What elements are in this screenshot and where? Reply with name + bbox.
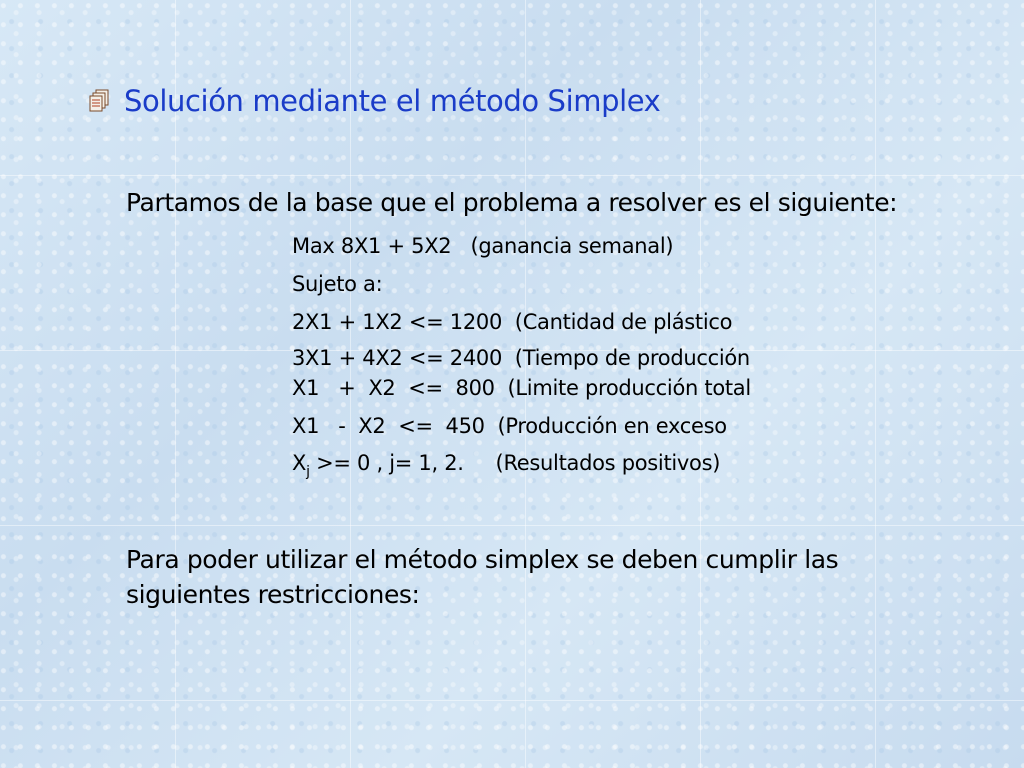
constraint-non-negativity — [292, 451, 720, 480]
slide-title-row — [88, 84, 660, 118]
constraint-total-production: X1 + X2 <= 800 (Limite producción total — [292, 376, 751, 400]
intro-text: Partamos de la base que el problema a resolver es el siguiente: — [126, 188, 898, 217]
objective-function: Max 8X1 + 5X2 (ganancia semanal) — [292, 234, 674, 258]
slide-title: Solución mediante el método Simplex — [124, 84, 661, 118]
constraint-plastic: 2X1 + 1X2 <= 1200 (Cantidad de plástico — [292, 310, 733, 334]
constraint-excess-production: X1 - X2 <= 450 (Producción en exceso — [292, 414, 727, 438]
background-tile-line — [0, 700, 1024, 701]
background-tile-line — [875, 0, 876, 768]
non-negativity-text: >= 0 , j= 1, 2. (Resultados positivos) — [309, 451, 721, 475]
constraint-production-time: 3X1 + 4X2 <= 2400 (Tiempo de producción — [292, 346, 750, 370]
variable-x: X — [292, 451, 307, 475]
restrictions-paragraph: Para poder utilizar el método simplex se deben cumplir las siguientes restricciones: — [126, 545, 839, 609]
variable-subscript: j — [306, 464, 310, 480]
stacked-pages-bullet-icon — [88, 89, 110, 113]
background-tile-line — [0, 525, 1024, 526]
subject-to-label: Sujeto a: — [292, 272, 383, 296]
background-tile-line — [0, 175, 1024, 176]
